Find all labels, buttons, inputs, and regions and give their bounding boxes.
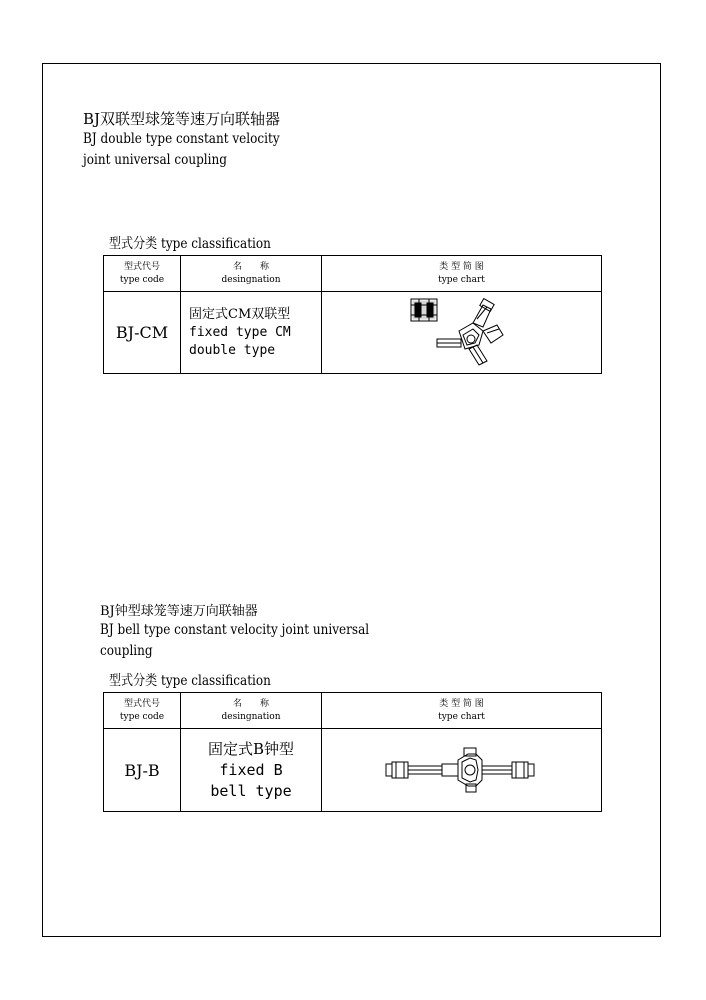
header-code-cn: 型式代号 — [123, 261, 160, 272]
table-header-row — [104, 693, 602, 729]
section2-title-en-line2: coupling — [100, 643, 153, 659]
type-chart-cell — [322, 729, 602, 812]
table-header-row — [104, 256, 602, 292]
table-row — [104, 729, 602, 812]
header-chart-cn: 类 型 简 图 — [439, 698, 484, 709]
section2-title-en-line1: BJ bell type constant velocity joint universal — [100, 622, 370, 638]
header-designation — [181, 256, 322, 292]
section1-title-en-line1: BJ double type constant velocity — [83, 131, 280, 147]
header-type-code — [104, 256, 181, 292]
designation-cell — [181, 292, 322, 374]
designation-line2: fixed type CM — [189, 324, 291, 340]
header-chart-en: type chart — [438, 274, 485, 285]
header-name-en: desingnation — [221, 274, 281, 285]
header-name-cn: 名 称 — [232, 698, 269, 709]
header-designation — [181, 693, 322, 729]
designation-line3: double type — [189, 342, 276, 358]
table-row — [104, 292, 602, 374]
header-code-en: type code — [119, 711, 165, 722]
type-code-cell: BJ-CM — [104, 292, 181, 374]
bell-joint-drawing — [382, 740, 542, 800]
header-type-chart — [322, 693, 602, 729]
header-chart-en: type chart — [438, 711, 485, 722]
header-name-cn: 名 称 — [232, 261, 269, 272]
header-name-en: desingnation — [221, 711, 281, 722]
section1-title-cn: BJ双联型球笼等速万向联轴器 — [83, 110, 281, 128]
header-type-code — [104, 693, 181, 729]
designation-line2: fixed B — [219, 760, 283, 779]
type-chart-cell — [322, 292, 602, 374]
designation-line3: bell type — [210, 781, 292, 800]
designation-line1: 固定式CM双联型 — [189, 306, 291, 322]
section2-classification-label: 型式分类 type classification — [109, 673, 271, 689]
type-code-cell: BJ-B — [104, 729, 181, 812]
header-chart-cn: 类 型 简 图 — [439, 261, 484, 272]
section2-title-cn: BJ钟型球笼等速万向联轴器 — [100, 604, 258, 619]
header-code-cn: 型式代号 — [123, 698, 160, 709]
header-code-en: type code — [119, 274, 165, 285]
section1-classification-label: 型式分类 type classification — [109, 236, 271, 252]
double-joint-drawing — [407, 295, 517, 371]
section1-type-table — [103, 255, 602, 374]
header-type-chart — [322, 256, 602, 292]
section1-title-en-line2: joint universal coupling — [83, 152, 227, 168]
designation-cell — [181, 729, 322, 812]
designation-line1: 固定式B钟型 — [207, 739, 295, 758]
section2-type-table — [103, 692, 602, 812]
